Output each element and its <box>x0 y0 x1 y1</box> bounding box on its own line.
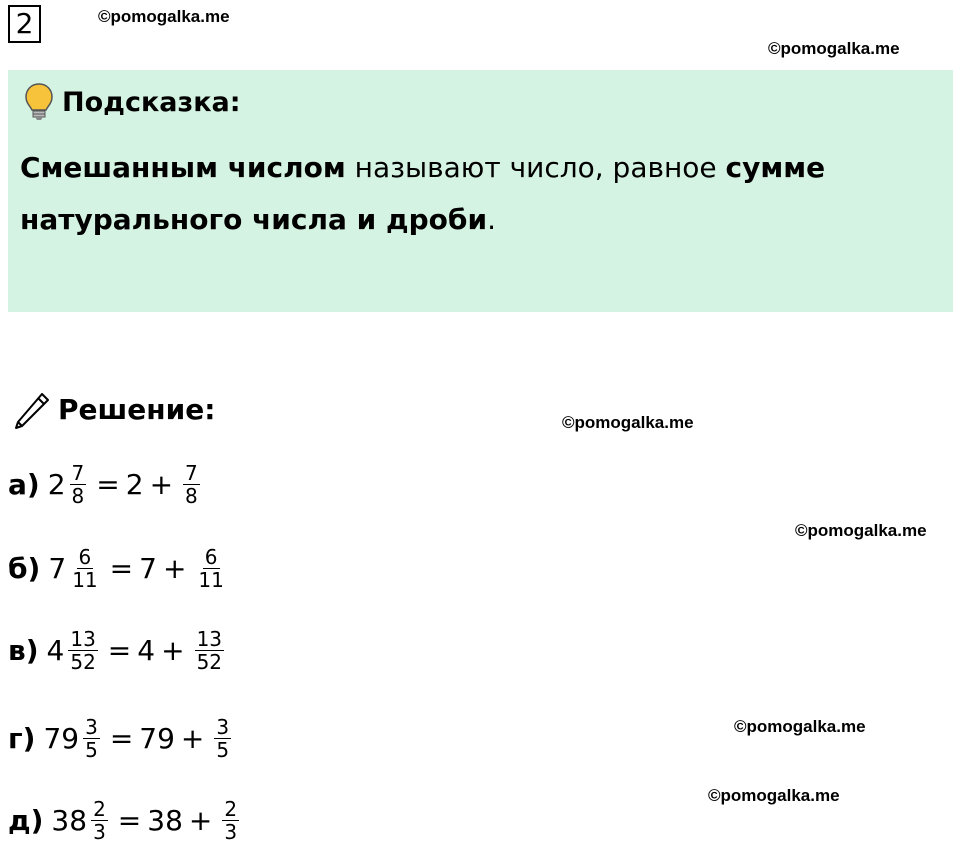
fraction <box>70 462 87 507</box>
lightbulb-icon <box>24 82 54 122</box>
hint-text <box>20 142 920 246</box>
hint-term: Смешанным числом <box>20 151 346 184</box>
item-label: д) <box>8 804 44 837</box>
numerator: 2 <box>93 797 106 821</box>
item-label: а) <box>8 468 40 501</box>
whole-part: 2 <box>47 468 66 501</box>
whole-part: 7 <box>48 552 67 585</box>
hint-header <box>24 82 241 122</box>
equation-row <box>8 716 235 761</box>
equation-row <box>8 546 230 591</box>
whole-part: 38 <box>51 804 88 837</box>
equals-sign: = <box>109 722 134 755</box>
fraction <box>196 546 225 591</box>
solution-title: Решение: <box>58 392 216 426</box>
fraction <box>83 716 100 761</box>
equals-sign: = <box>109 552 134 585</box>
hint-emphasis: сумме натурального числа и дроби <box>20 151 826 236</box>
task-number: 2 <box>8 5 41 43</box>
plus-sign: + <box>180 722 205 755</box>
solution-header <box>10 388 215 430</box>
denominator: 5 <box>85 738 98 762</box>
equation-row <box>8 462 204 507</box>
item-label: в) <box>8 634 39 667</box>
denominator: 5 <box>216 738 230 762</box>
hint-body: называют число, равное <box>345 151 726 184</box>
fraction <box>68 628 97 673</box>
fraction <box>91 798 108 843</box>
whole-part: 79 <box>43 722 80 755</box>
watermark: ©pomogalka.me <box>98 7 230 26</box>
whole-part: 4 <box>46 634 65 667</box>
plus-sign: + <box>188 804 213 837</box>
watermark: ©pomogalka.me <box>562 413 694 432</box>
denominator: 11 <box>198 568 224 592</box>
hint-panel <box>8 70 953 312</box>
numerator: 2 <box>224 797 238 821</box>
plus-sign: + <box>161 634 185 667</box>
numerator: 3 <box>85 715 98 739</box>
equals-sign: = <box>107 634 132 667</box>
whole-part: 4 <box>137 634 156 667</box>
hint-period: . <box>487 203 496 236</box>
fraction <box>183 462 200 507</box>
denominator: 52 <box>70 650 96 674</box>
fraction <box>214 716 231 761</box>
numerator: 6 <box>204 545 218 569</box>
whole-part: 7 <box>139 552 157 585</box>
whole-part: 2 <box>125 468 144 501</box>
fraction <box>70 546 99 591</box>
equation-row <box>8 628 228 673</box>
fraction <box>222 798 239 843</box>
denominator: 3 <box>93 820 106 844</box>
whole-part: 79 <box>139 722 175 755</box>
item-label: г) <box>8 722 36 755</box>
plus-sign: + <box>149 468 174 501</box>
denominator: 3 <box>224 820 238 844</box>
numerator: 13 <box>70 627 96 651</box>
equals-sign: = <box>117 804 142 837</box>
watermark: ©pomogalka.me <box>734 717 866 736</box>
item-label: б) <box>8 552 41 585</box>
numerator: 7 <box>185 461 198 485</box>
numerator: 6 <box>78 545 92 569</box>
watermark: ©pomogalka.me <box>708 786 840 805</box>
numerator: 3 <box>216 715 230 739</box>
numerator: 13 <box>196 627 223 651</box>
whole-part: 38 <box>147 804 183 837</box>
watermark: ©pomogalka.me <box>768 39 900 58</box>
plus-sign: + <box>162 552 187 585</box>
numerator: 7 <box>71 461 85 485</box>
pencil-icon <box>10 388 52 430</box>
fraction <box>195 628 224 673</box>
equation-row <box>8 798 243 843</box>
watermark: ©pomogalka.me <box>795 521 927 540</box>
denominator: 8 <box>185 484 198 508</box>
equals-sign: = <box>96 468 120 501</box>
hint-title: Подсказка: <box>62 86 241 118</box>
denominator: 52 <box>196 650 223 674</box>
denominator: 11 <box>72 568 98 592</box>
denominator: 8 <box>71 484 85 508</box>
